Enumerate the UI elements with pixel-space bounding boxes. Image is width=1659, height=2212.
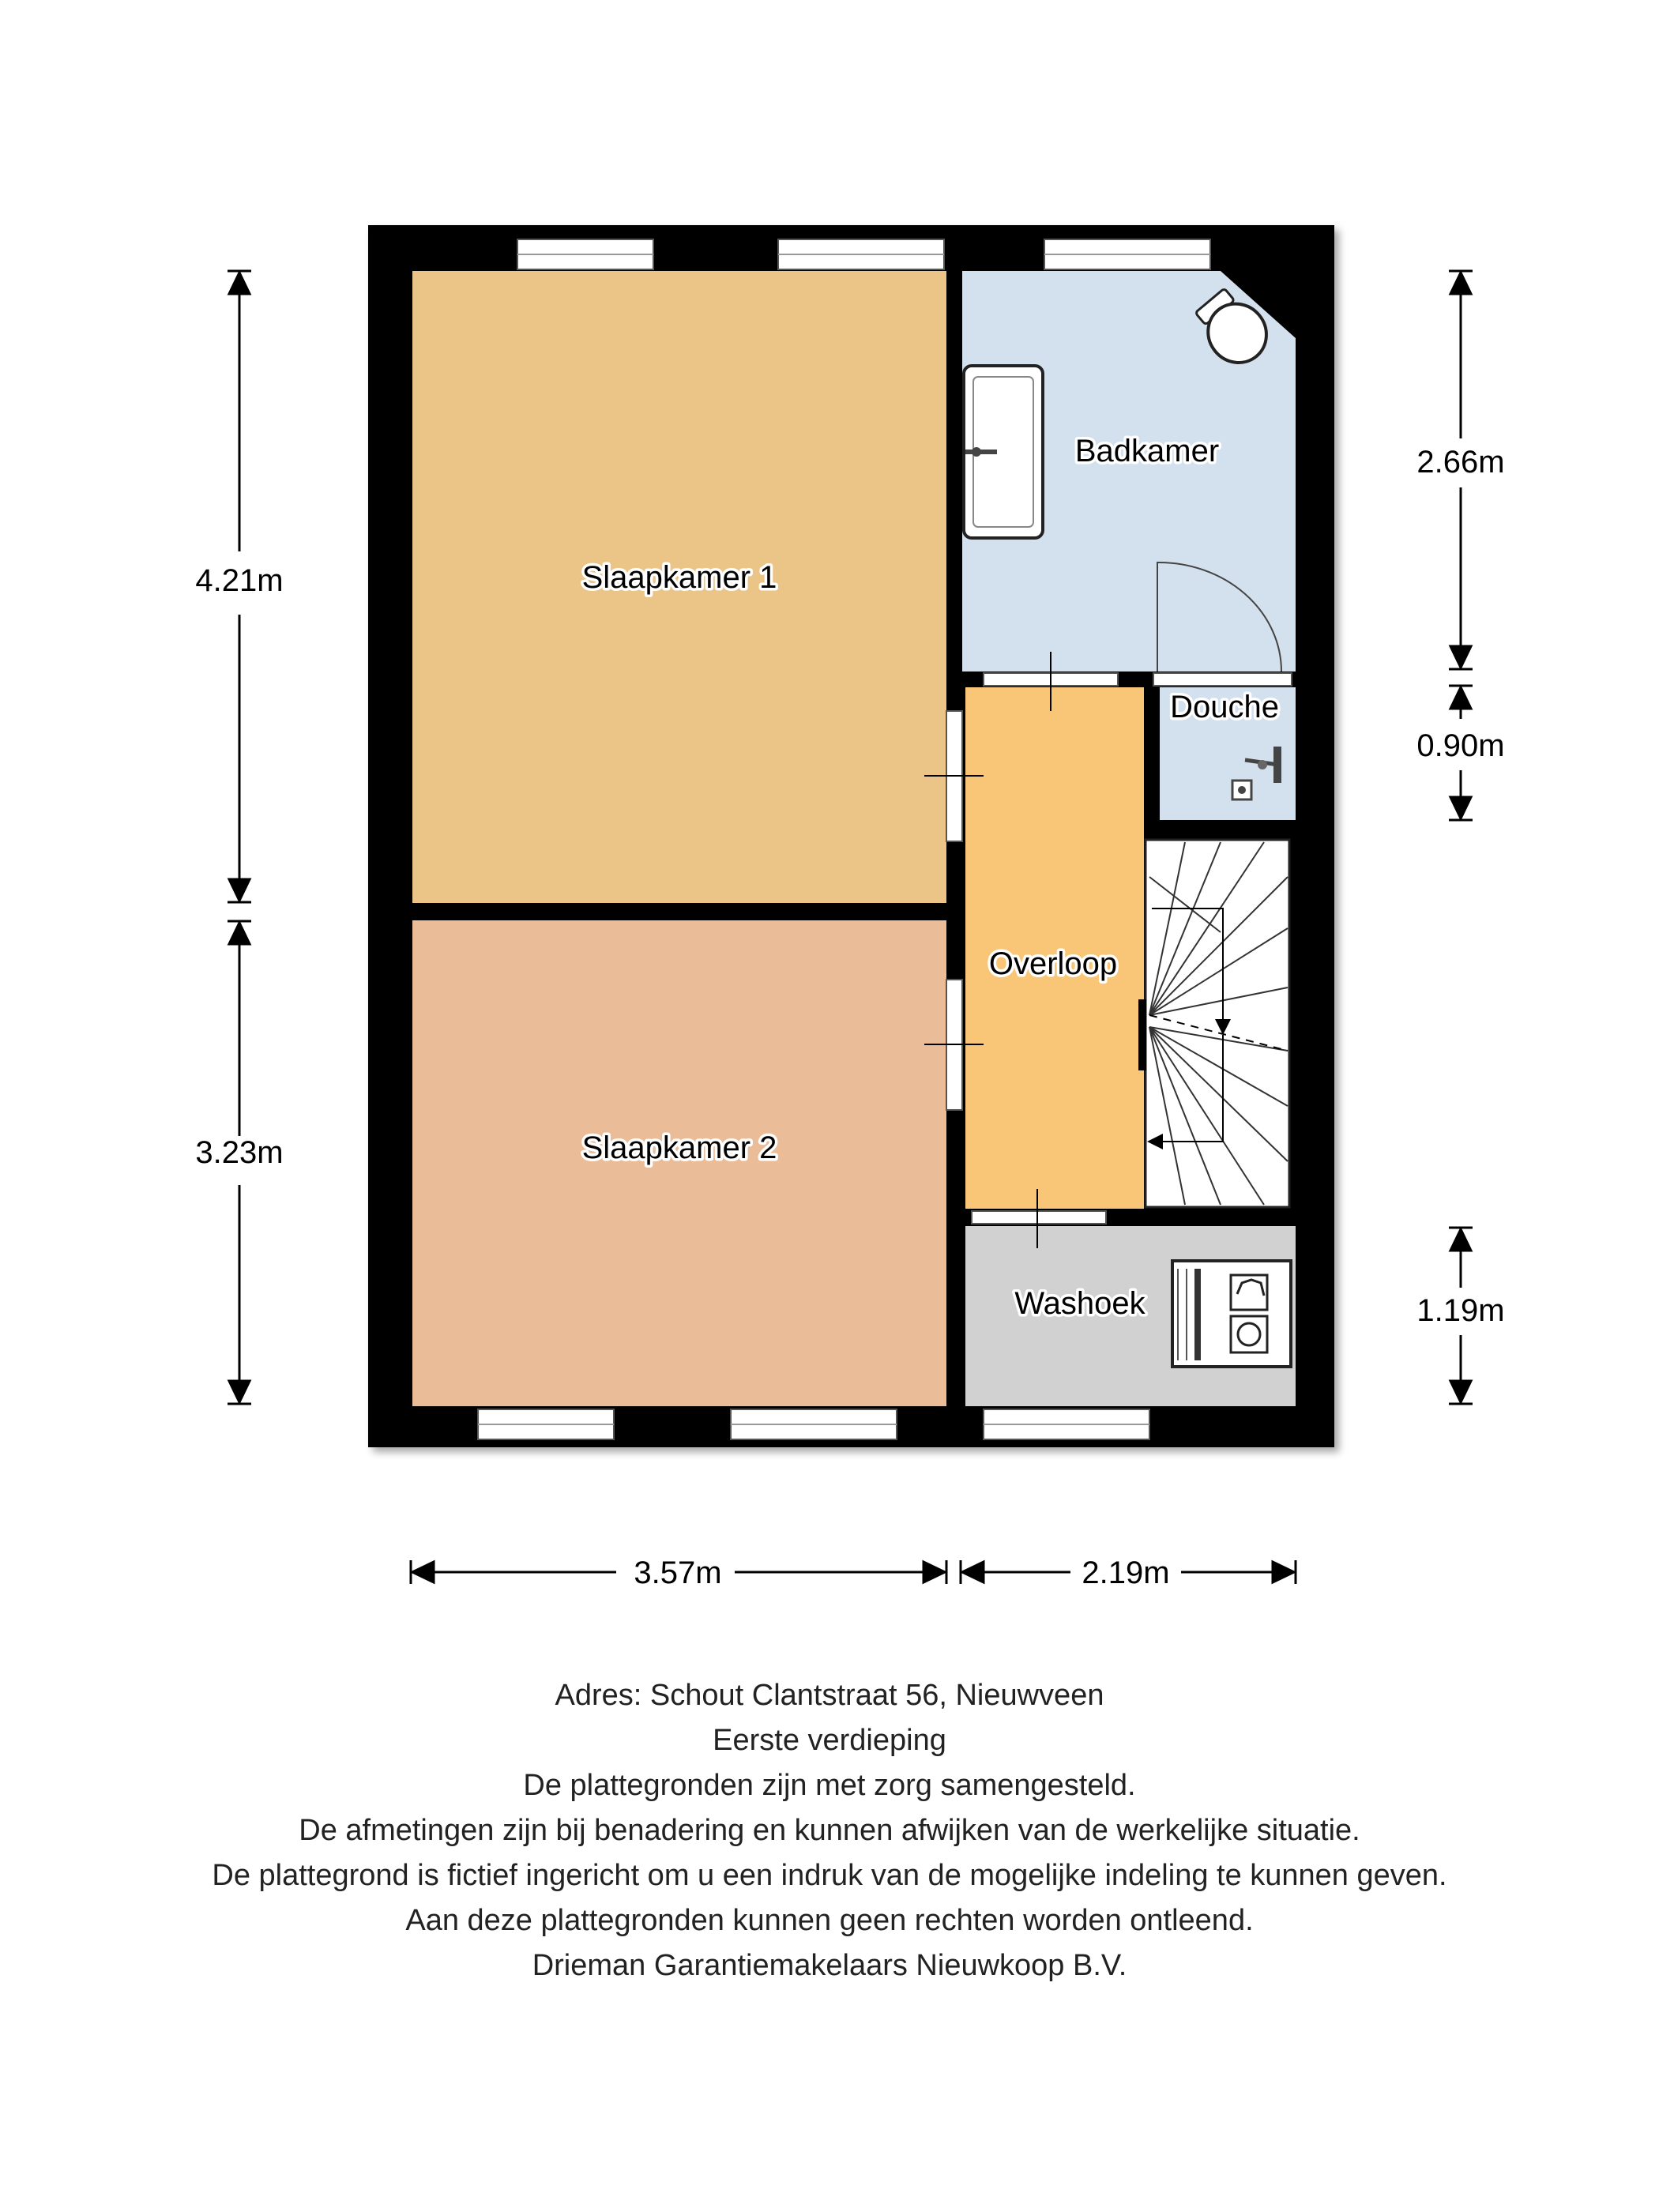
label-douche: Douche xyxy=(1170,690,1279,724)
label-overloop: Overloop xyxy=(988,946,1118,981)
dim-right-douche: 0.90m xyxy=(1416,728,1505,763)
footer-address: Adres: Schout Clantstraat 56, Nieuwveen xyxy=(555,1679,1104,1712)
footer-line-1: De plattegronden zijn met zorg samengesteld. xyxy=(523,1769,1136,1802)
footer-line-5: Drieman Garantiemakelaars Nieuwkoop B.V. xyxy=(532,1949,1127,1982)
label-slaapkamer-1: Slaapkamer 1 xyxy=(581,560,777,595)
washing-machine-icon xyxy=(1172,1261,1291,1367)
dim-left-top: 4.21m xyxy=(195,563,284,598)
label-washoek: Washoek xyxy=(1014,1286,1146,1321)
label-slaapkamer-2: Slaapkamer 2 xyxy=(581,1130,777,1165)
footer-floor: Eerste verdieping xyxy=(713,1724,946,1757)
dim-right-washoek: 1.19m xyxy=(1416,1293,1505,1328)
dim-bottom-right: 2.19m xyxy=(1082,1556,1170,1590)
dim-left-bottom: 3.23m xyxy=(195,1135,284,1170)
dim-right-badkamer: 2.66m xyxy=(1416,445,1505,480)
footer-line-3: De plattegrond is fictief ingericht om u een indruk van de mogelijke indeling te kunnen geven. xyxy=(212,1859,1447,1892)
dim-bottom-left: 3.57m xyxy=(634,1556,722,1590)
footer-line-4: Aan deze plattegronden kunnen geen rechten worden ontleend. xyxy=(405,1904,1254,1937)
footer-line-2: De afmetingen zijn bij benadering en kunnen afwijken van de werkelijke situatie. xyxy=(299,1814,1360,1847)
staircase xyxy=(1138,840,1289,1207)
footer-disclaimer xyxy=(0,1673,1659,1988)
label-badkamer: Badkamer xyxy=(1074,434,1220,468)
sink-icon xyxy=(964,366,1043,538)
